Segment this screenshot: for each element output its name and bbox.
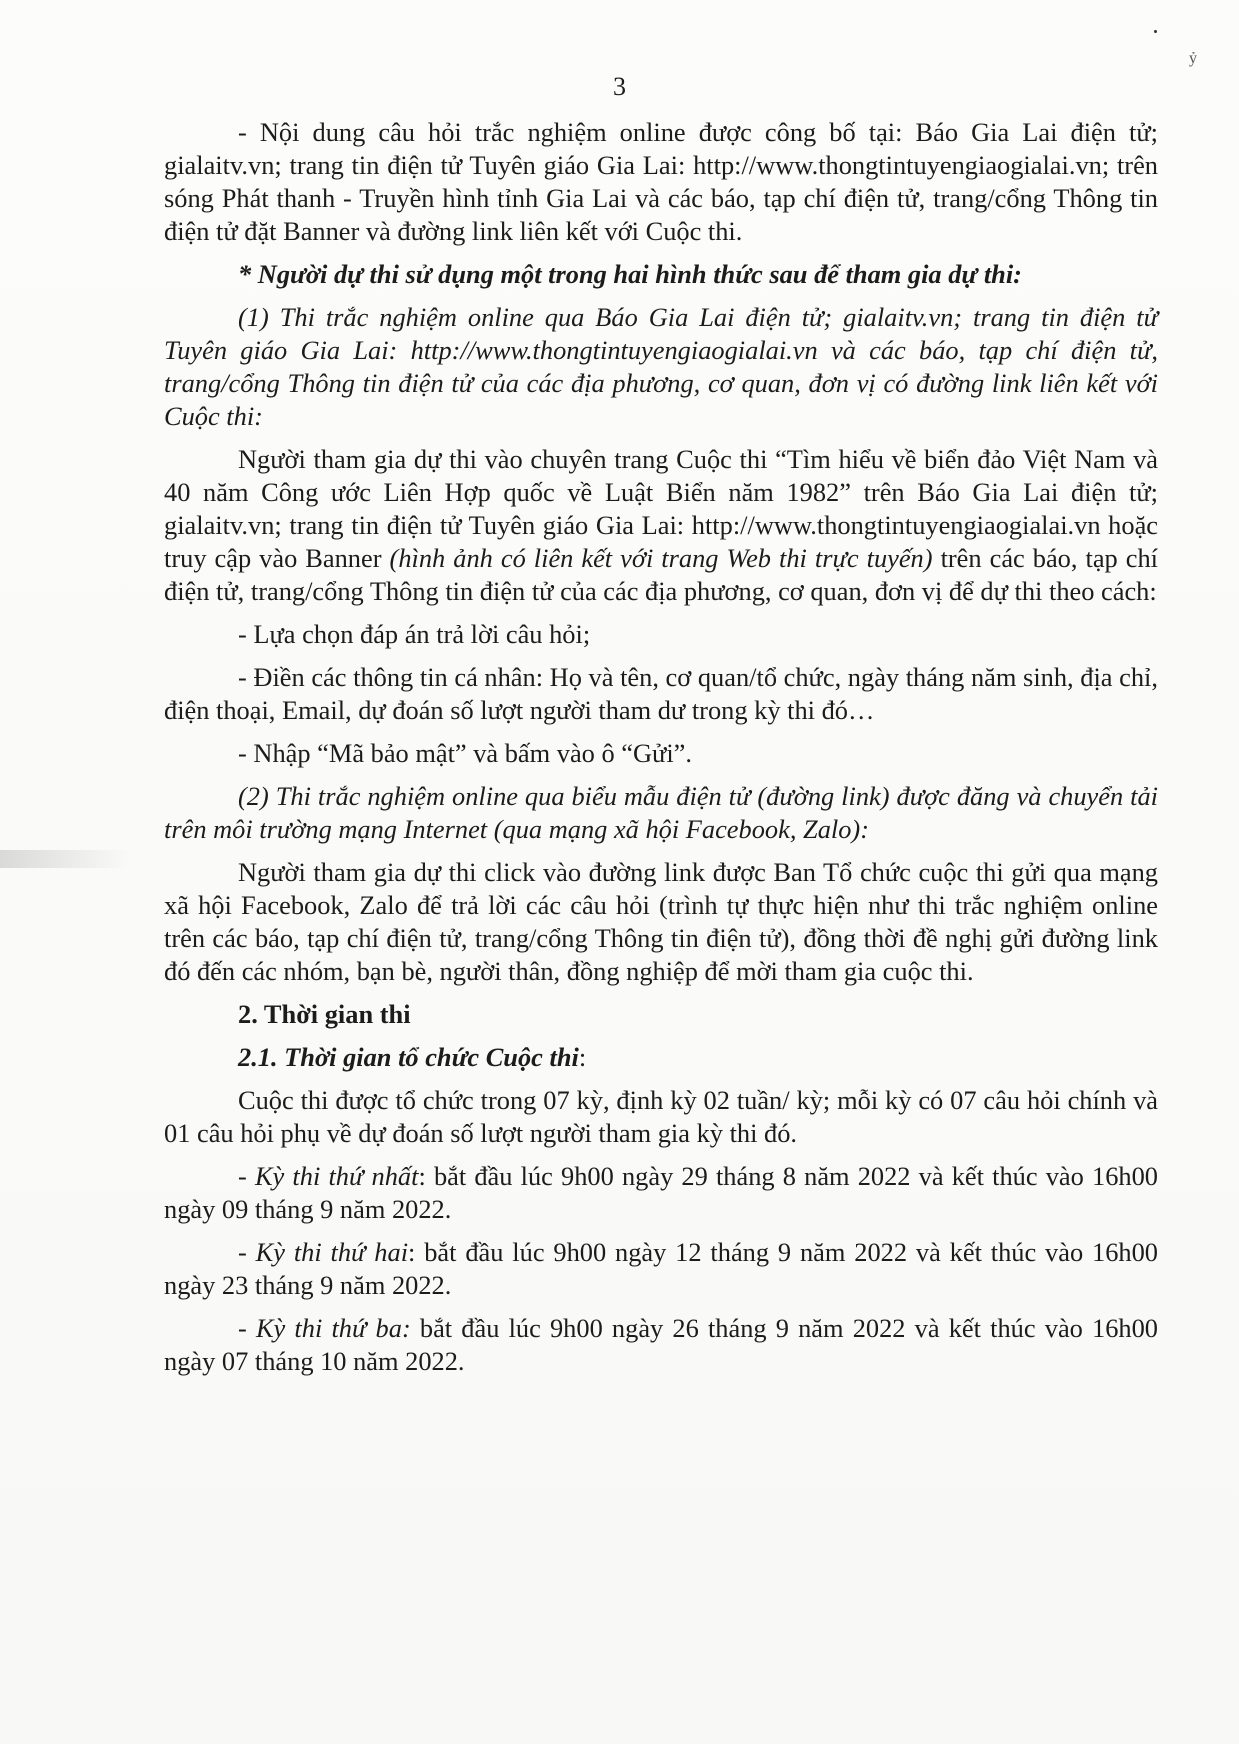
scan-streak (0, 850, 130, 868)
subsection-heading-schedule (164, 1041, 1158, 1074)
paragraph-form-2: (2) Thi trắc nghiệm online qua biểu mẫu điện tử (đường link) được đăng và chuyển tải trên môi trường mạng Internet (qua mạng xã hội Facebook, Zalo): (164, 781, 1158, 844)
text-segment-italic: (hình ảnh có liên kết với trang Web thi trực tuyến) (389, 543, 933, 573)
scan-dot (1154, 30, 1157, 33)
subsection-title: 2.1. Thời gian tổ chức Cuộc thi (238, 1042, 579, 1072)
round-3-label: - Kỳ thi thứ ba: (238, 1313, 411, 1343)
corner-mark: ỷ (1189, 50, 1197, 67)
list-item-personal-info: - Điền các thông tin cá nhân: Họ và tên, cơ quan/tổ chức, ngày tháng năm sinh, địa chỉ, điện thoại, Email, dự đoán số lượt người tham dư trong kỳ thi đó… (164, 662, 1158, 725)
round-2-text: : bắt đầu lúc 9h00 ngày 12 tháng 9 năm 2022 và kết thúc vào 16h00 ngày 23 tháng 9 năm 2022. (164, 1237, 1158, 1300)
list-item-choose-answer: - Lựa chọn đáp án trả lời câu hỏi; (238, 619, 591, 649)
round-2-label: - Kỳ thi thứ hai (238, 1237, 409, 1267)
paragraph-schedule-summary: Cuộc thi được tổ chức trong 07 kỳ, định kỳ 02 tuần/ kỳ; mỗi kỳ có 07 câu hỏi chính và 01 câu hỏi phụ về dự đoán số lượt người tham gia kỳ thi đó. (164, 1085, 1158, 1148)
paragraph-form-1-details (164, 443, 1158, 608)
document-body (164, 116, 1158, 1378)
round-3-text: bắt đầu lúc 9h00 ngày 26 tháng 9 năm 2022 và kết thúc vào 16h00 ngày 07 tháng 10 năm 2022. (164, 1313, 1158, 1376)
round-2 (164, 1236, 1158, 1302)
text-segment: Người tham gia dự thi vào chuyên trang Cuộc thi “Tìm hiểu về biển đảo Việt Nam và 40 năm Công ước Liên Hợp quốc về Luật Biển năm 1982” trên Báo Gia Lai điện tử; gialaitv.vn; trang tin điện tử Tuyên giáo Gia Lai: http://www.thongtintuyengiaogialai.vn hoặc truy cập vào Banner (164, 444, 1158, 573)
paragraph-form-1: (1) Thi trắc nghiệm online qua Báo Gia Lai điện tử; gialaitv.vn; trang tin điện tử Tuyên giáo Gia Lai: http://www.thongtintuyengiaogialai.vn và các báo, tạp chí điện tử, trang/cổng Thông tin điện tử của các địa phương, cơ quan, đơn vị có đường link liên kết với Cuộc thi: (164, 302, 1158, 431)
page-number: 3 (613, 72, 626, 101)
subsection-colon: : (578, 1042, 587, 1072)
text-segment: trên các báo, tạp chí điện tử, trang/cổng Thông tin điện tử của các địa phương, cơ quan, đơn vị để dự thi theo cách: (164, 543, 1158, 606)
paragraph-publication: - Nội dung câu hỏi trắc nghiệm online được công bố tại: Báo Gia Lai điện tử; gialaitv.vn; trang tin điện tử Tuyên giáo Gia Lai: http://www.thongtintuyengiaogialai.vn; trên sóng Phát thanh - Truyền hình tỉnh Gia Lai và các báo, tạp chí điện tử, trang/cổng Thông tin điện tử đặt Banner và đường link liên kết với Cuộc thi. (164, 117, 1158, 246)
section-heading-time: 2. Thời gian thi (238, 999, 411, 1029)
paragraph-form-2-details: Người tham gia dự thi click vào đường link được Ban Tổ chức cuộc thi gửi qua mạng xã hội Facebook, Zalo để trả lời các câu hỏi (trình tự thực hiện như thi trắc nghiệm online trên các báo, tạp chí điện tử, trang/cổng Thông tin điện tử), đồng thời đề nghị gửi đường link đó đến các nhóm, bạn bè, người thân, đồng nghiệp để mời tham gia cuộc thi. (164, 857, 1158, 986)
round-3 (164, 1312, 1158, 1378)
round-1 (164, 1160, 1158, 1226)
list-item-security-code: - Nhập “Mã bảo mật” và bấm vào ô “Gửi”. (238, 738, 692, 768)
round-1-text: : bắt đầu lúc 9h00 ngày 29 tháng 8 năm 2022 và kết thúc vào 16h00 ngày 09 tháng 9 năm 2022. (164, 1161, 1158, 1224)
paragraph-participation-forms: * Người dự thi sử dụng một trong hai hình thức sau để tham gia dự thi: (238, 259, 1022, 289)
round-1-label: - Kỳ thi thứ nhất (238, 1161, 419, 1191)
